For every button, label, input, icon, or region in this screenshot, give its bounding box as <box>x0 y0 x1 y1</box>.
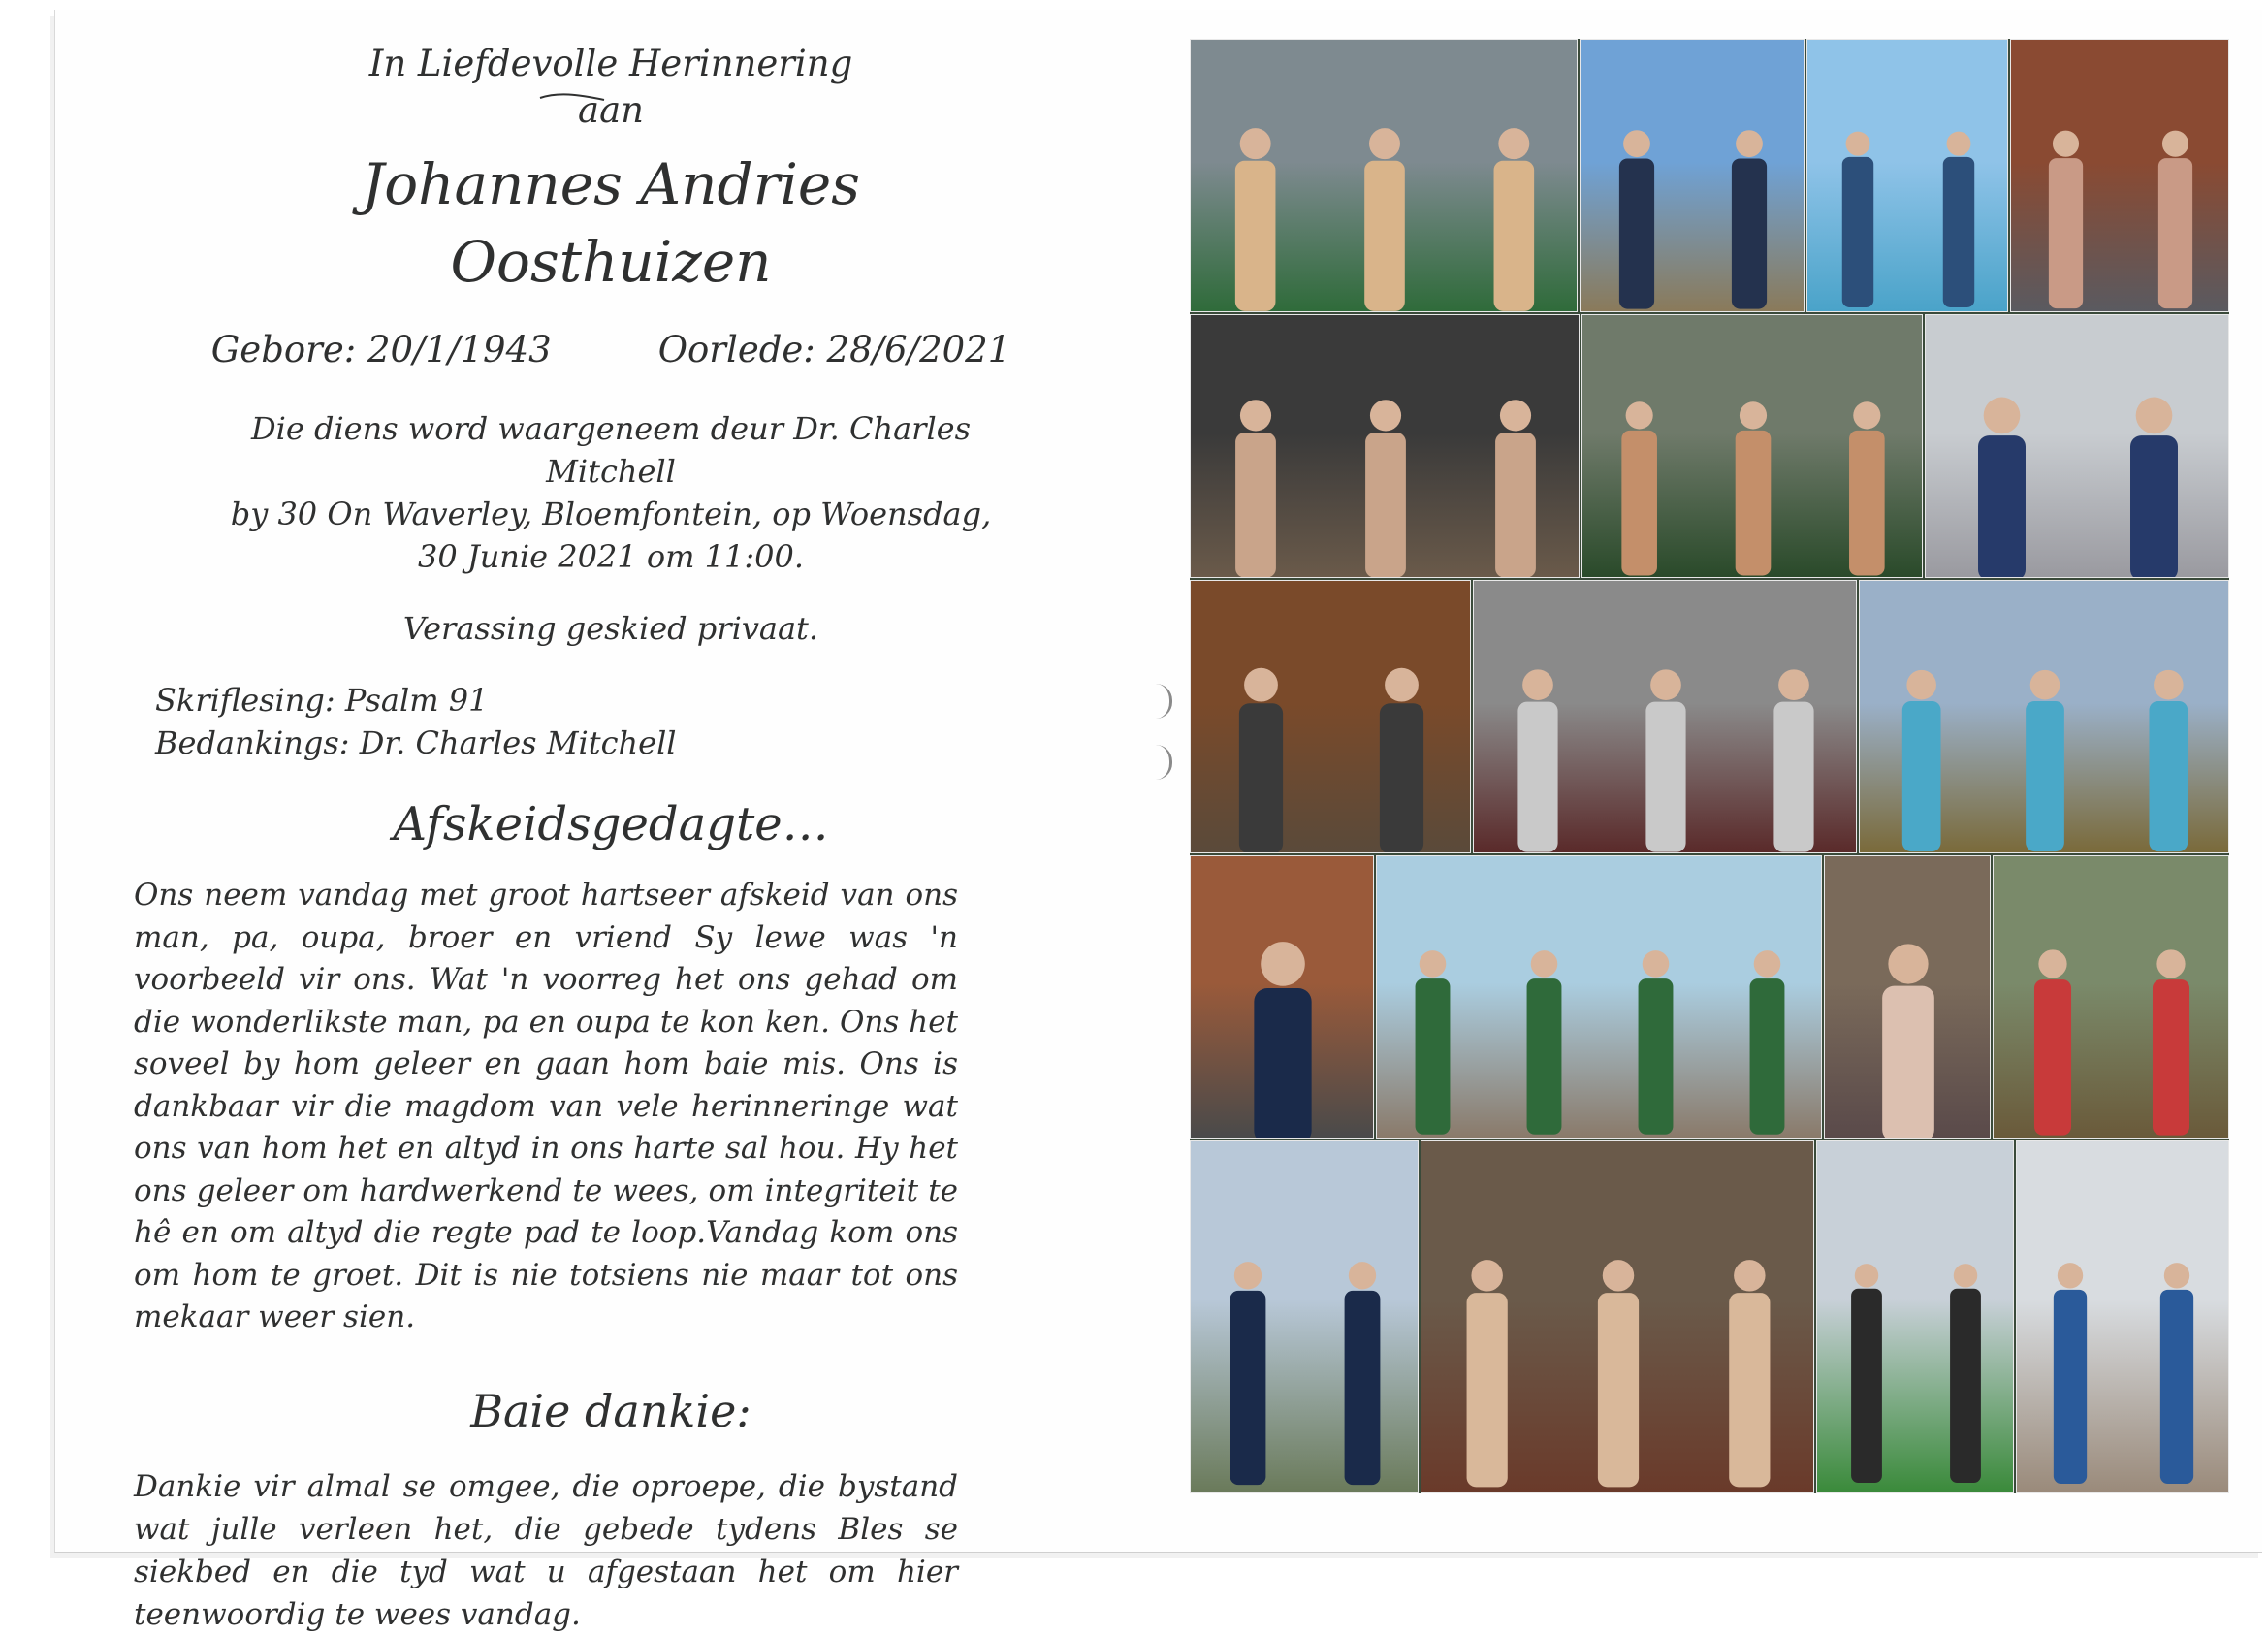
death-date: Oorlede: 28/6/2021 <box>657 329 1011 370</box>
person-body <box>1621 431 1657 576</box>
photo-figures <box>2017 1141 2229 1493</box>
person-body <box>2026 701 2064 851</box>
photo-three-at-function <box>1473 580 1857 853</box>
person-body <box>1416 978 1451 1135</box>
person-head <box>1370 400 1401 431</box>
photo-man-at-braai <box>2010 39 2229 312</box>
person-head <box>1623 130 1650 157</box>
photo-restaurant-table <box>1190 314 1580 578</box>
birth-date: Gebore: 20/1/1943 <box>210 329 552 370</box>
person-body <box>2034 979 2071 1136</box>
person-body <box>2054 1290 2087 1484</box>
person-head <box>2058 1263 2083 1288</box>
person-body <box>1495 433 1536 578</box>
person-body <box>1729 1293 1770 1487</box>
person-head <box>1261 942 1305 986</box>
photo-figures <box>1994 856 2229 1139</box>
person-body <box>1254 988 1311 1139</box>
memorial-intro: In Liefdevolle Herinnering <box>368 43 853 84</box>
person-body <box>1235 161 1276 311</box>
person-head <box>1385 668 1419 702</box>
photo-family-standing <box>1925 314 2229 578</box>
thanks-by: Bedankings: Dr. Charles Mitchell <box>155 724 677 761</box>
person-head <box>1626 401 1653 429</box>
person-head <box>1643 950 1670 978</box>
person-body <box>1345 1291 1381 1485</box>
person-body <box>1645 702 1685 852</box>
person-head <box>1984 398 2021 434</box>
photo-figures <box>1191 40 1578 312</box>
person-body <box>1851 1289 1882 1483</box>
person-body <box>2153 979 2189 1136</box>
photo-collage <box>1190 39 2229 1493</box>
photo-family-at-view <box>1859 580 2229 853</box>
person-head <box>1603 1260 1634 1291</box>
service-line-2: by 30 On Waverley, Bloemfontein, op Woensdag, <box>230 496 992 532</box>
squiggle-ornament <box>538 92 606 102</box>
photo-stadium-selfie <box>1190 39 1578 312</box>
person-head <box>1650 669 1681 700</box>
person-head <box>1778 669 1809 700</box>
person-head <box>1906 670 1936 700</box>
person-body <box>1467 1293 1508 1487</box>
person-head <box>1740 401 1767 429</box>
photo-figures <box>1807 40 2008 312</box>
person-body <box>1902 701 1941 851</box>
person-body <box>2149 701 2188 851</box>
person-body <box>1882 986 1934 1139</box>
person-head <box>2164 1263 2189 1288</box>
person-head <box>1954 1264 1977 1287</box>
person-head <box>2038 949 2066 978</box>
person-head <box>1240 128 1271 159</box>
person-head <box>1420 950 1447 978</box>
person-body <box>1364 161 1405 311</box>
person-body <box>1365 433 1406 578</box>
memorial-text-column <box>134 39 1028 1636</box>
person-body <box>1598 1293 1639 1487</box>
photo-group-in-garden <box>1376 855 1822 1139</box>
life-dates <box>194 326 1028 374</box>
photo-figures <box>1817 1141 2014 1493</box>
person-body <box>1732 158 1767 308</box>
photo-figures <box>1377 856 1822 1139</box>
photo-figures <box>1581 40 1805 312</box>
person-head <box>1888 944 1928 983</box>
photo-figures <box>1825 856 1991 1139</box>
person-body <box>1773 702 1813 852</box>
person-head <box>1244 668 1278 702</box>
person-body <box>2160 1290 2193 1484</box>
person-body <box>1950 1289 1981 1483</box>
memorial-aan-text: aan <box>578 89 644 131</box>
person-head <box>2156 949 2185 978</box>
farewell-text: Ons neem vandag met groot hartseer afskeid van ons man, pa, oupa, broer en vriend Sy lewe was 'n voorbeeld vir ons. Wat 'n voorreg het ons gehad om die wonderlikste man, pa en oupa te kon ken. Ons het soveel by hom geleer en gaan hom baie mis. Ons is dankbaar vir die magdom van vele herinneringe wat ons van hom het en altyd in ons harte sal hou. Hy het ons geleer om hardwerkend te wees, om integriteit te hê en om altyd die regte pad te loop.Vandag kom ons om hom te groet. Dit is nie totsiens nie maar tot ons mekaar weer sien. <box>134 878 958 1334</box>
person-body <box>1527 978 1562 1135</box>
photo-figures <box>1191 315 1580 578</box>
person-body <box>2130 435 2178 578</box>
cremation-note: Verassing geskied privaat. <box>402 610 819 647</box>
person-head <box>1853 401 1880 429</box>
person-body <box>1230 1291 1266 1485</box>
person-head <box>1234 1262 1262 1289</box>
person-head <box>1349 1262 1376 1289</box>
photo-figures <box>1191 581 1471 853</box>
person-body <box>1619 158 1654 308</box>
person-head <box>2030 670 2060 700</box>
person-head <box>1240 400 1271 431</box>
person-body <box>2158 158 2192 308</box>
photo-figures <box>1926 315 2229 578</box>
farewell-heading: Afskeidsgedagte… <box>393 797 829 851</box>
person-body <box>1380 703 1423 853</box>
photo-figures <box>1191 856 1374 1139</box>
thanks-heading: Baie dankie: <box>470 1384 751 1437</box>
photo-man-smiling-closeup <box>1824 855 1991 1139</box>
photo-couple-at-river <box>1190 1140 1419 1493</box>
photo-figures <box>1582 315 1923 578</box>
person-head <box>1846 132 1870 156</box>
person-body <box>1239 703 1283 853</box>
person-body <box>1736 431 1772 576</box>
person-body <box>2049 158 2083 308</box>
photo-figures <box>1474 581 1857 853</box>
person-body <box>1517 702 1557 852</box>
person-head <box>2154 670 2184 700</box>
person-body <box>1494 161 1535 311</box>
service-line-1: Die diens word waargeneem deur Dr. Charles Mitchell <box>250 410 972 490</box>
person-head <box>1531 950 1558 978</box>
deceased-name: Johannes Andries Oosthuizen <box>361 151 861 295</box>
photo-man-seated-outdoors <box>2016 1140 2229 1493</box>
person-body <box>1750 978 1785 1135</box>
photo-man-in-storeroom <box>1190 580 1471 853</box>
memorial-aan <box>194 89 1028 132</box>
thanks-text: Dankie vir almal se omgee, die oproepe, die bystand wat julle verleen het, die gebede tydens Bles se siekbed en die tyd wat u afgestaan het om hier teenwoordig te wees vandag. <box>134 1468 958 1632</box>
person-body <box>1849 431 1885 576</box>
person-head <box>1855 1264 1878 1287</box>
photo-figures <box>1191 1141 1419 1493</box>
photo-man-at-dam <box>1580 39 1805 312</box>
photo-family-by-pool <box>1806 39 2008 312</box>
service-line-3: 30 Junie 2021 om 11:00. <box>417 538 805 575</box>
person-body <box>1235 433 1276 578</box>
reading-block <box>155 679 1028 764</box>
photo-figures <box>1860 581 2229 853</box>
scripture-reading: Skriflesing: Psalm 91 <box>155 682 489 719</box>
person-body <box>1639 978 1674 1135</box>
photo-lunch-table <box>1421 1140 1814 1493</box>
photo-figures <box>2011 40 2229 312</box>
person-head <box>1471 1260 1502 1291</box>
photo-fishing-catch <box>1993 855 2229 1139</box>
person-head <box>1498 128 1529 159</box>
person-body <box>1943 157 1974 307</box>
person-head <box>2162 131 2188 157</box>
person-head <box>1500 400 1531 431</box>
person-body <box>1978 435 2026 578</box>
photo-figures <box>1421 1141 1814 1493</box>
person-head <box>1734 1260 1765 1291</box>
service-details <box>194 407 1028 578</box>
person-head <box>1522 669 1553 700</box>
photo-man-in-jacket <box>1190 855 1374 1139</box>
person-head <box>2053 131 2079 157</box>
person-head <box>1736 130 1763 157</box>
photo-stadium-crowd <box>1581 314 1923 578</box>
person-head <box>1754 950 1781 978</box>
person-head <box>1369 128 1400 159</box>
person-head <box>1947 132 1971 156</box>
photo-man-with-gas-braai <box>1816 1140 2014 1493</box>
person-head <box>2136 398 2173 434</box>
person-body <box>1842 157 1873 307</box>
